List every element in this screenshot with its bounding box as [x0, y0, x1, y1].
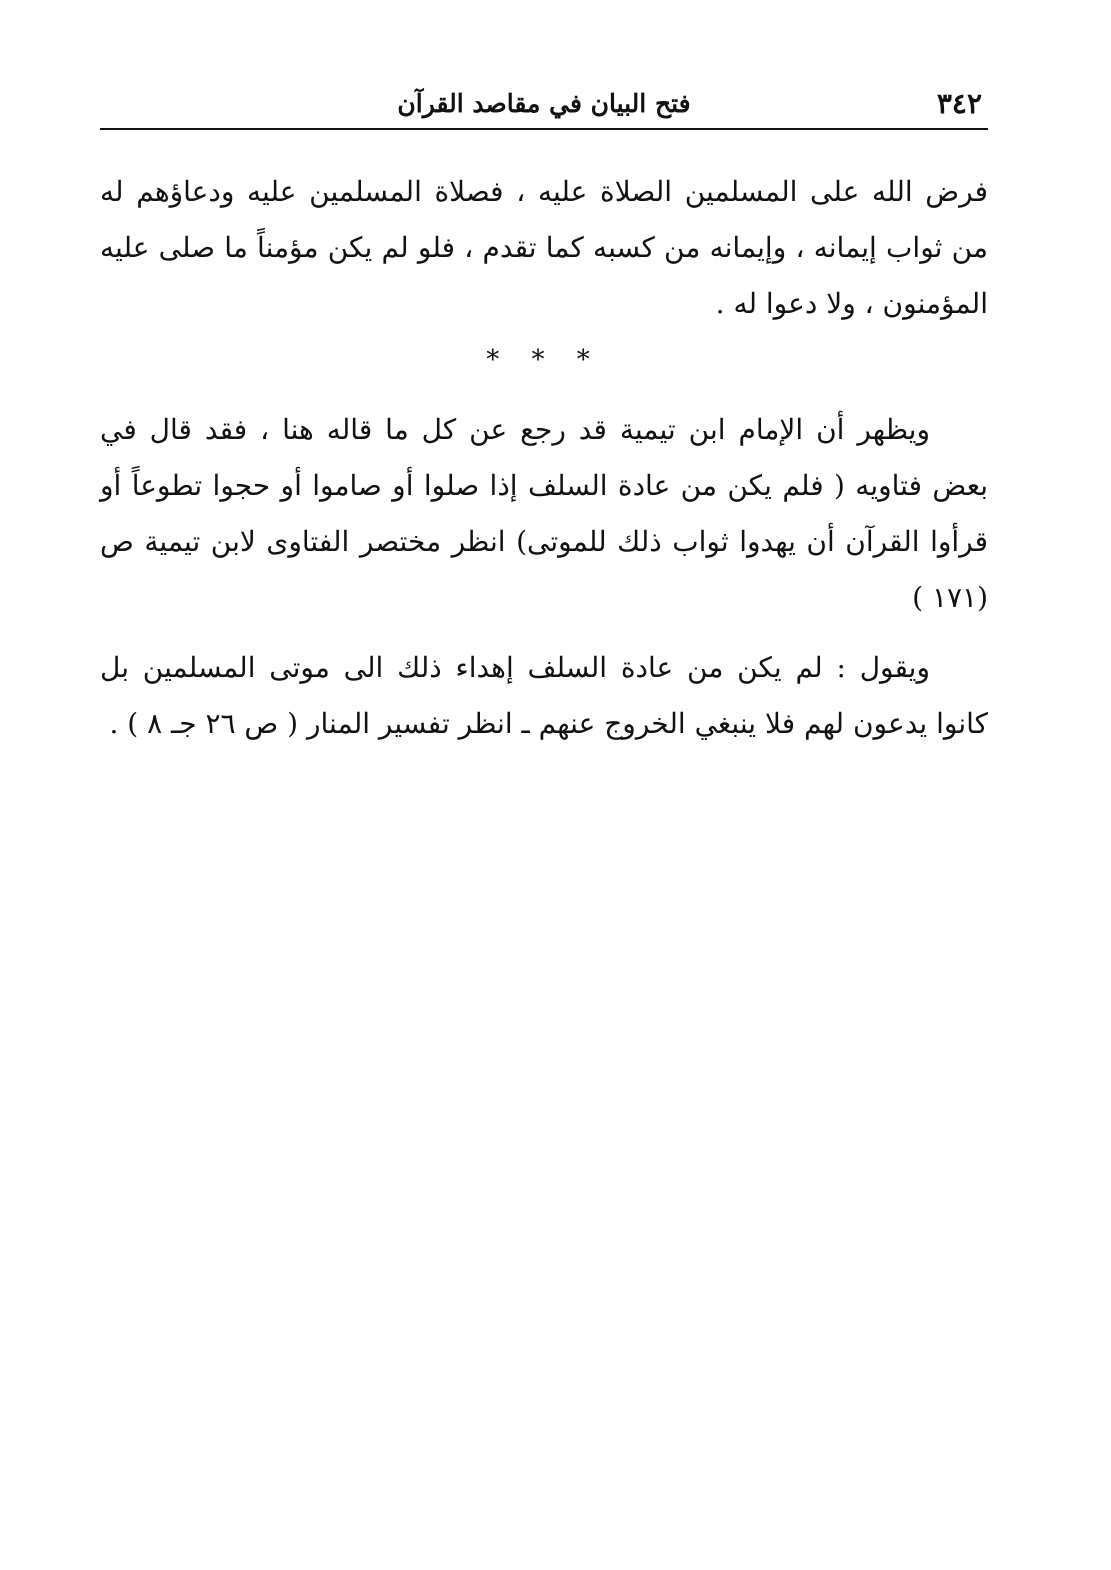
running-head — [100, 78, 988, 128]
header-rule — [100, 128, 988, 130]
paragraph-gap — [100, 626, 988, 640]
paragraph-3: ويقول : لم يكن من عادة السلف إهداء ذلك الى موتى المسلمين بل كانوا يدعون لهم فلا ينبغي الخروج عنهم ـ انظر تفسير المنار ( ص ٢٦ جـ ٨ ) . — [100, 651, 988, 740]
paragraph-1: فرض الله على المسلمين الصلاة عليه ، فصلاة المسلمين عليه ودعاؤهم له من ثواب إيمانه ، وإيمانه من كسبه كما تقدم ، فلو لم يكن مؤمناً ما صلى عليه المؤمنون ، ولا دعوا له . — [100, 175, 988, 320]
running-title: فتح البيان في مقاصد القرآن — [397, 89, 691, 118]
section-separator: * * * — [486, 345, 602, 375]
page-number: ٣٤٢ — [936, 87, 982, 120]
page-body — [100, 164, 988, 752]
paragraph-2: ويظهر أن الإمام ابن تيمية قد رجع عن كل ما قاله هنا ، فقد قال في بعض فتاويه ( فلم يكن من عادة السلف إذا صلوا أو صاموا أو حجوا تطوعاً أو قرأوا القرآن أن يهدوا ثواب ذلك للموتى) انظر مختصر الفتاوى لابن تيمية ص (١٧١ ) — [100, 413, 988, 614]
